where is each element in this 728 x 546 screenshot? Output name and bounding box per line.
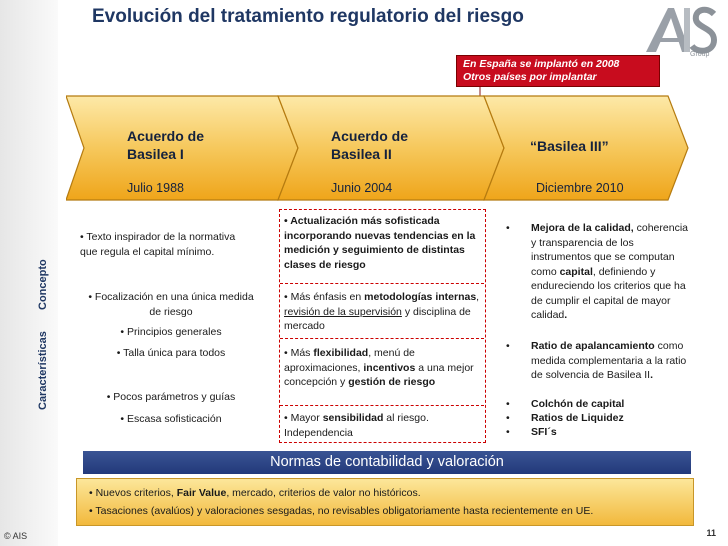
accounting-note-1: • Nuevos criterios, Fair Value, mercado, criterios de valor no históricos.: [89, 487, 421, 499]
bullet-marker: •: [506, 398, 510, 410]
callout-line-1: En España se implantó en 2008: [463, 58, 620, 70]
basilea-3-item-5: SFI´s: [531, 426, 557, 438]
callout-line-2: Otros países por implantar: [463, 71, 597, 83]
bullet-marker: •: [506, 340, 510, 352]
page-number: 11: [706, 528, 716, 538]
accounting-note-2: • Tasaciones (avalúos) y valoraciones sesgadas, no revisables obligatoriamente hasta recientemente en UE.: [89, 505, 594, 517]
basilea-1-item: • Focalización en una única medida de riesgo: [88, 291, 254, 318]
callout-connector: [0, 0, 728, 100]
basilea-1-concept: • Texto inspirador de la normativa que regula el capital mínimo.: [80, 231, 236, 258]
slide-title: Evolución del tratamiento regulatorio del riesgo: [92, 6, 524, 27]
logo-subtext: Group: [690, 51, 710, 58]
band-2-name: Acuerdo de Basilea II: [331, 128, 409, 162]
bullet-marker: •: [506, 426, 510, 438]
normas-banner: Normas de contabilidad y valoración: [83, 451, 691, 474]
basilea-1-item: • Escasa sofisticación: [120, 413, 222, 425]
band-2-date: Junio 2004: [331, 181, 393, 195]
band-1-date: Julio 1988: [127, 181, 184, 195]
basilea-2-item-4: • Mayor sensibilidad al riesgo. Independencia: [284, 412, 429, 439]
basilea-2-item-1: • Actualización más sofisticada incorporando nuevas tendencias en la medición y seguimiento de distintas clases de riesgo: [284, 215, 476, 271]
box-divider: [280, 338, 484, 339]
row-label-caracteristicas: Características: [37, 331, 49, 410]
band-3-date: Diciembre 2010: [536, 181, 624, 195]
basilea-1-item: • Pocos parámetros y guías: [106, 391, 236, 403]
basilea-3-item-2: Ratio de apalancamiento como medida complementaria a la ratio de solvencia de Basilea II.: [531, 340, 687, 381]
bullet-marker: •: [506, 412, 510, 424]
basilea-1-item: • Talla única para todos: [116, 347, 226, 359]
basilea-3-item-3: Colchón de capital: [531, 398, 625, 410]
basilea-3-item-4: Ratios de Liquidez: [531, 412, 624, 424]
box-divider: [280, 283, 484, 284]
basilea-3-item-1: Mejora de la calidad, coherencia y transparencia de los instrumentos que se computan como capital, definiendo y endureciendo los criterios que ha de cumplir el capital de mayor calidad.: [531, 222, 688, 321]
accounting-notes-box: [76, 478, 694, 526]
box-divider: [280, 405, 484, 406]
band-3-name: “Basilea III”: [530, 138, 609, 154]
basilea-2-item-2: • Más énfasis en metodologías internas, revisión de la supervisión y disciplina de mercado: [284, 291, 480, 332]
basilea-2-item-3: • Más flexibilidad, menú de aproximaciones, incentivos a una mejor concepción y gestión de riesgo: [284, 347, 474, 388]
row-label-concepto: Concepto: [37, 259, 49, 310]
basilea-1-item: • Principios generales: [120, 326, 222, 338]
bullet-marker: •: [506, 222, 510, 234]
copyright: © AIS: [4, 531, 28, 541]
band-1-name: Acuerdo de Basilea I: [127, 128, 205, 162]
